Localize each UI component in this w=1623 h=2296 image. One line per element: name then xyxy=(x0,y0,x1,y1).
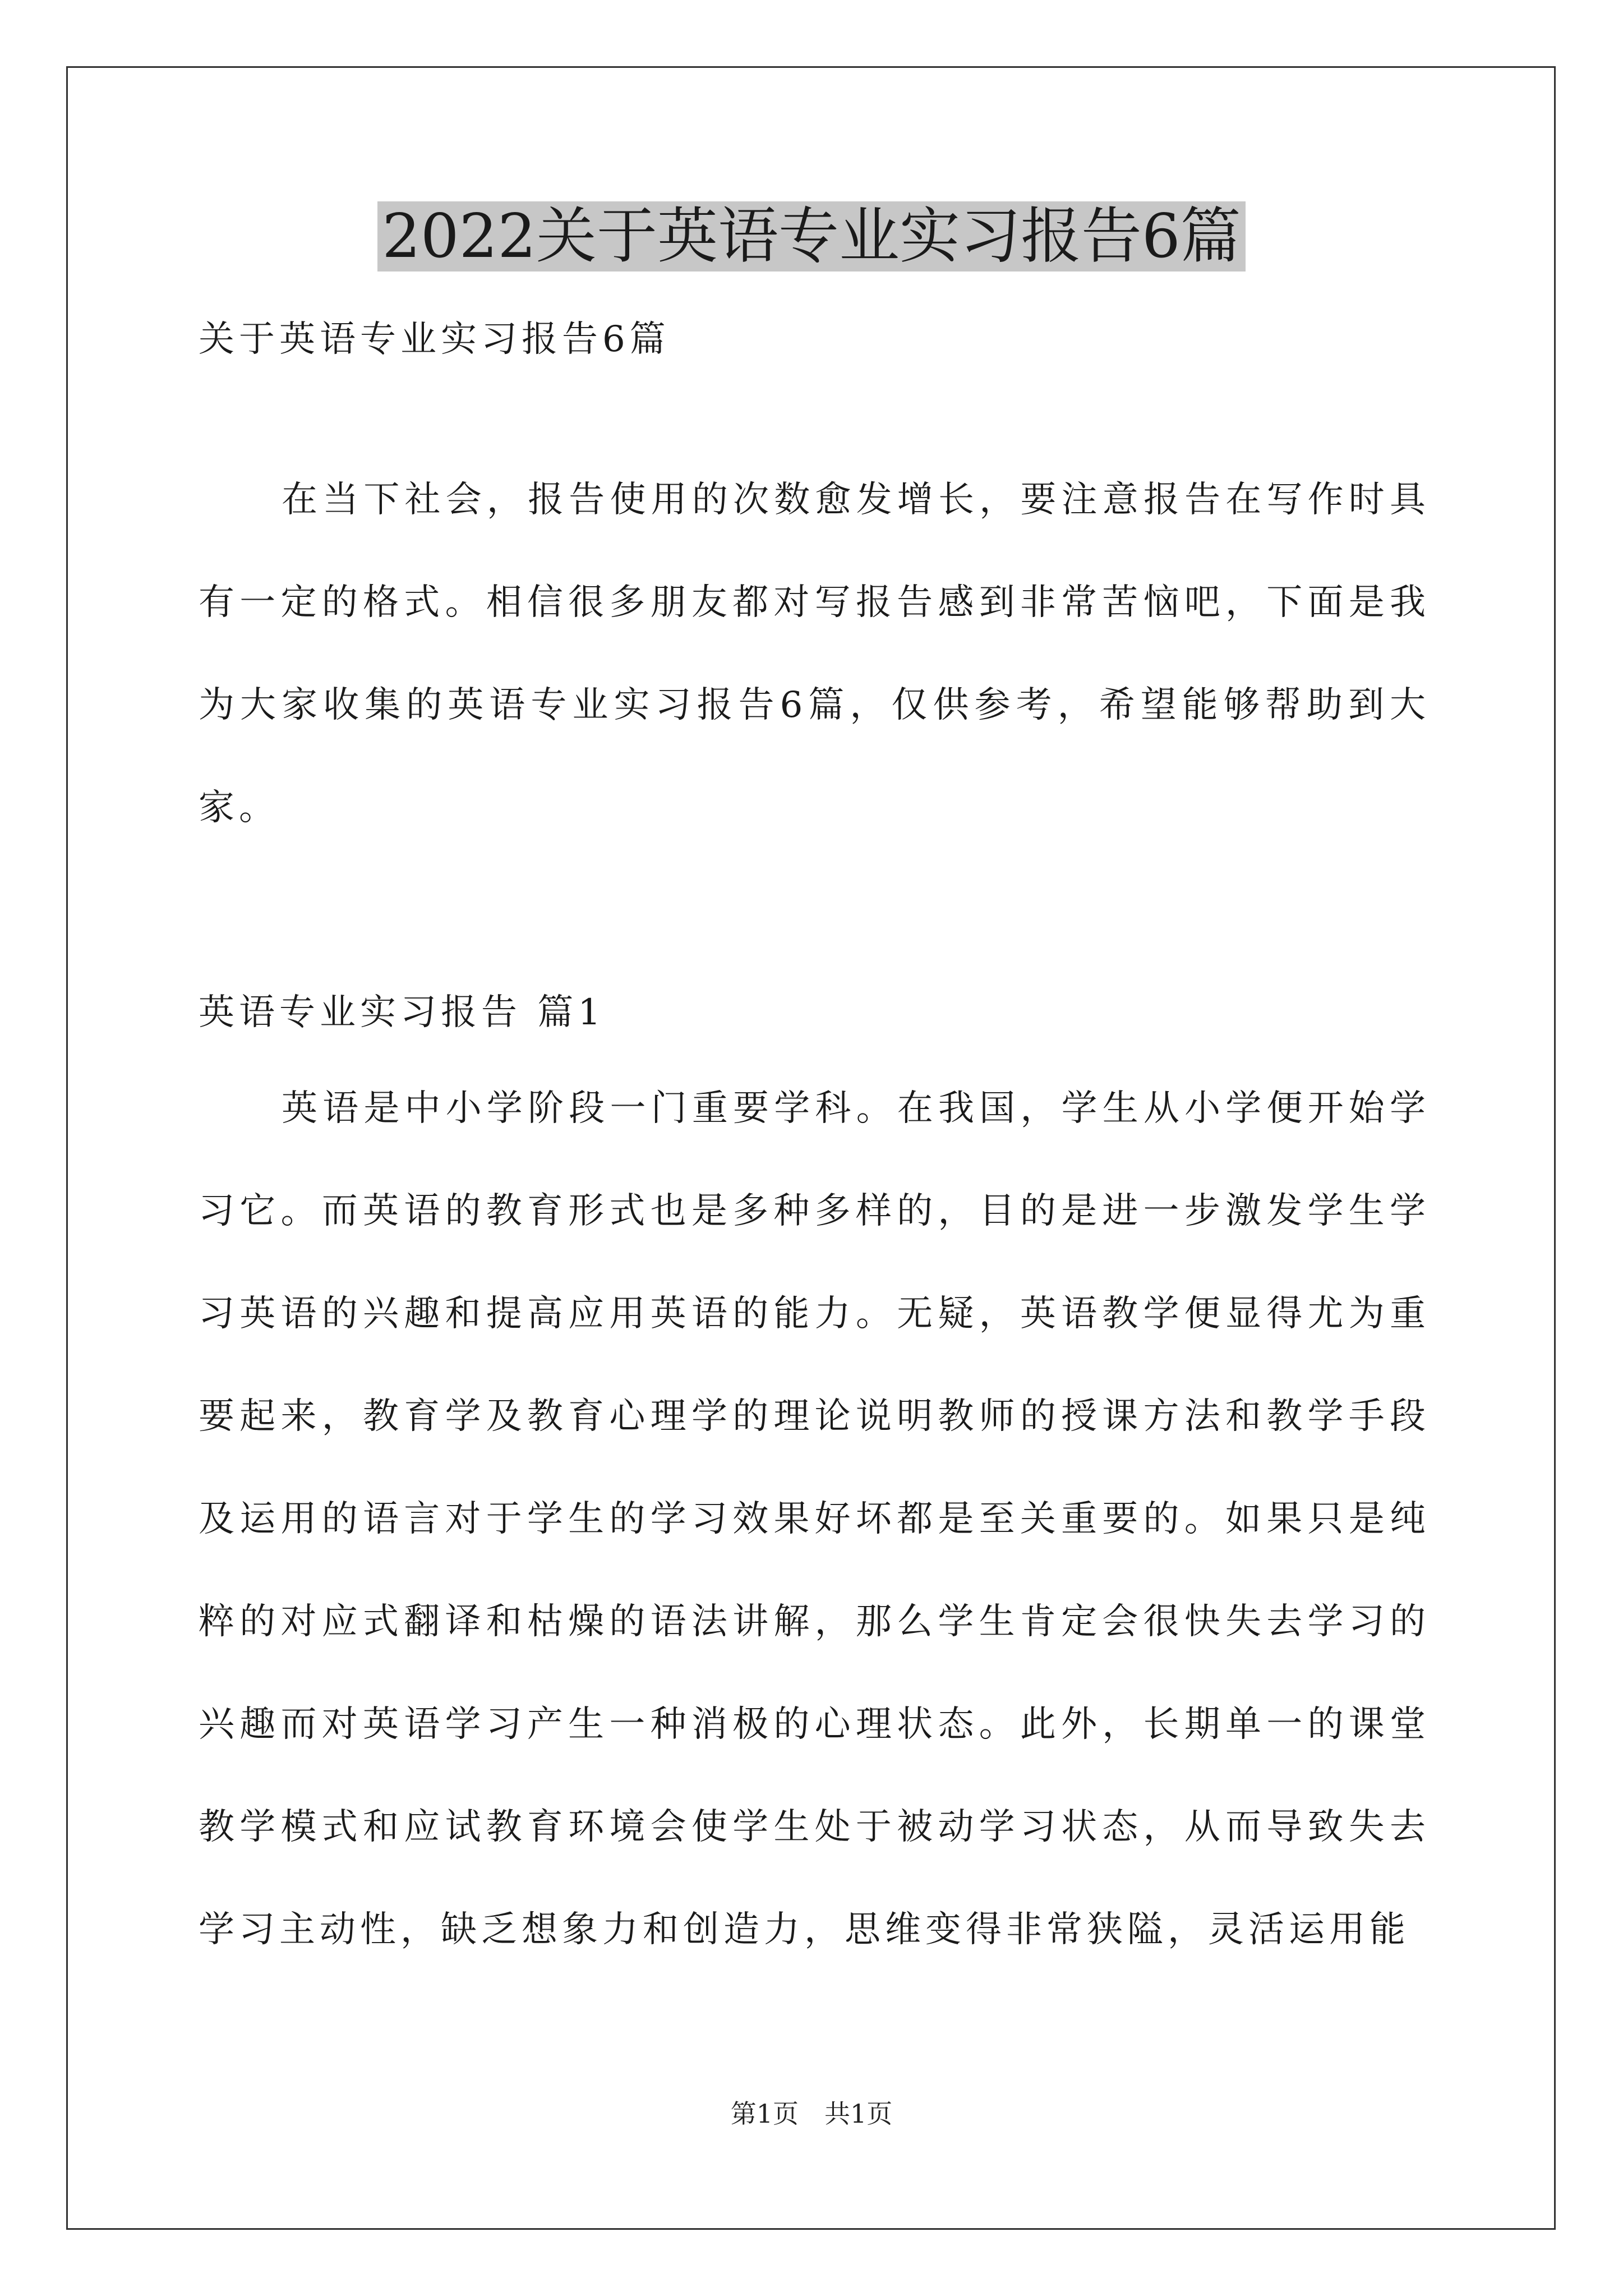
intro-paragraph: 在当下社会，报告使用的次数愈发增长，要注意报告在写作时具有一定的格式。相信很多朋友都对写报告感到非常苦恼吧，下面是我为大家收集的英语专业实习报告6篇，仅供参考，希望能够帮助到大家。 xyxy=(199,479,1430,829)
document-title xyxy=(0,197,1623,276)
page-footer: 第1页 共1页 xyxy=(730,2099,893,2129)
document-subtitle: 关于英语专业实习报告6篇 xyxy=(199,319,670,360)
section-heading: 英语专业实习报告 篇1 xyxy=(199,992,606,1033)
document-title-text: 2022关于英语专业实习报告6篇 xyxy=(377,201,1246,272)
body-paragraph: 英语是中小学阶段一门重要学科。在我国，学生从小学便开始学习它。而英语的教育形式也是多种多样的，目的是进一步激发学生学习英语的兴趣和提高应用英语的能力。无疑，英语教学便显得尤为重要起来，教育学及教育心理学的理论说明教师的授课方法和教学手段及运用的语言对于学生的学习效果好坏都是至关重要的。如果只是纯粹的对应式翻译和枯燥的语法讲解，那么学生肯定会很快失去学习的兴趣而对英语学习产生一种消极的心理状态。此外，长期单一的课堂教学模式和应试教育环境会使学生处于被动学习状态，从而导致失去学习主动性，缺乏想象力和创造力，思维变得非常狭隘，灵活运用能 xyxy=(199,1088,1430,1950)
